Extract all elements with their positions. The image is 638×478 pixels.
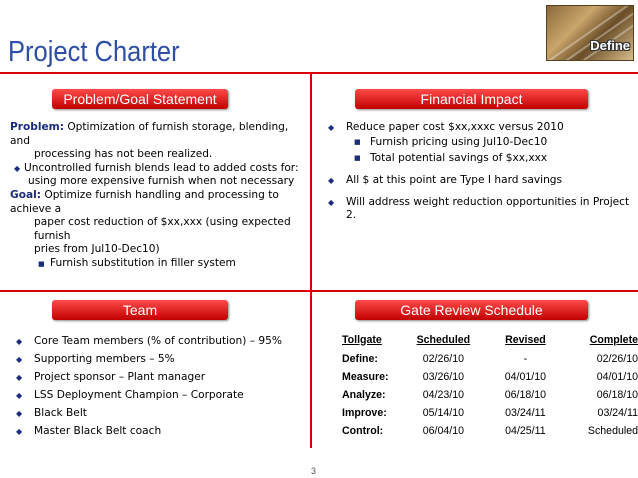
scheduled-cell: 03/26/10 bbox=[422, 371, 464, 383]
complete-cell: 04/01/10 bbox=[596, 371, 638, 383]
scheduled-cell: 04/23/10 bbox=[422, 389, 464, 401]
goal-line bbox=[10, 189, 302, 216]
item-text: Will address weight reduction opportunities in Project 2. bbox=[346, 196, 630, 221]
middle-divider bbox=[0, 290, 638, 292]
problem-bullet-line-2: using more expensive furnish when not necessary bbox=[28, 175, 295, 188]
square-bullet-icon: ■ bbox=[38, 259, 45, 268]
diamond-bullet-icon: ◆ bbox=[328, 198, 335, 207]
revised-cell: 03/24/11 bbox=[505, 407, 546, 419]
list-item bbox=[10, 425, 305, 438]
diamond-bullet-icon: ◆ bbox=[16, 427, 23, 436]
table-row bbox=[330, 350, 638, 368]
problem-line bbox=[10, 121, 302, 148]
sub-list-item bbox=[322, 136, 632, 149]
item-text: Core Team members (% of contribution) – 95% bbox=[34, 335, 282, 347]
badge-label: Define bbox=[590, 38, 630, 53]
problem-line-2: processing has not been realized. bbox=[34, 148, 213, 161]
complete-cell: Scheduled bbox=[587, 425, 638, 437]
sub-bullet-text: Furnish substitution in filler system bbox=[50, 256, 236, 269]
sub-item-text: Total potential savings of $xx,xxx bbox=[370, 152, 548, 164]
scheduled-cell: 02/26/10 bbox=[422, 353, 464, 365]
revised-cell: - bbox=[523, 353, 528, 365]
item-text: Master Black Belt coach bbox=[34, 425, 162, 437]
item-text: LSS Deployment Champion – Corporate bbox=[34, 389, 244, 401]
diamond-bullet-icon: ◆ bbox=[16, 337, 23, 346]
scheduled-cell: 05/14/10 bbox=[422, 407, 464, 419]
problem-goal-body bbox=[10, 121, 302, 272]
list-item bbox=[322, 196, 632, 222]
revised-cell: 04/01/10 bbox=[504, 371, 546, 383]
table-header-row bbox=[330, 329, 638, 350]
table-row bbox=[330, 386, 638, 404]
goal-label: Goal: bbox=[10, 188, 41, 201]
problem-label: Problem: bbox=[10, 121, 64, 133]
item-text: Project sponsor – Plant manager bbox=[34, 371, 206, 383]
square-bullet-icon: ■ bbox=[354, 138, 361, 146]
list-item bbox=[10, 407, 305, 420]
item-text: Reduce paper cost $xx,xxxc versus 2010 bbox=[346, 121, 564, 133]
column-header-tollgate: Tollgate bbox=[342, 333, 382, 346]
revised-cell: 06/18/10 bbox=[504, 389, 546, 401]
problem-bullet bbox=[10, 162, 302, 176]
complete-cell: 02/26/10 bbox=[596, 353, 638, 365]
item-text: Black Belt bbox=[34, 407, 87, 419]
tollgate-cell: Define: bbox=[342, 353, 378, 365]
gate-review-table bbox=[330, 329, 638, 440]
complete-cell: 06/18/10 bbox=[596, 389, 638, 401]
top-divider bbox=[0, 72, 638, 74]
column-header-revised: Revised bbox=[505, 333, 546, 346]
table-row bbox=[330, 422, 638, 440]
table-row bbox=[330, 404, 638, 422]
bullet-text: Uncontrolled furnish blends lead to added costs for: bbox=[24, 161, 299, 174]
list-item bbox=[10, 335, 305, 348]
revised-cell: 04/25/11 bbox=[505, 425, 546, 437]
page-title: Project Charter bbox=[8, 36, 180, 68]
diamond-bullet-icon: ◆ bbox=[16, 355, 23, 364]
list-item bbox=[10, 353, 305, 366]
define-badge bbox=[546, 5, 634, 61]
goal-line-3: pries from Jul10-Dec10) bbox=[34, 243, 160, 256]
scheduled-cell: 06/04/10 bbox=[422, 425, 464, 437]
diamond-bullet-icon: ◆ bbox=[14, 163, 21, 173]
list-item bbox=[10, 389, 305, 402]
page-number: 3 bbox=[311, 466, 317, 476]
sub-item-text: Furnish pricing using Jul10-Dec10 bbox=[370, 136, 548, 148]
diamond-bullet-icon: ◆ bbox=[16, 409, 23, 418]
diamond-bullet-icon: ◆ bbox=[328, 176, 335, 185]
center-divider bbox=[310, 72, 312, 448]
diamond-bullet-icon: ◆ bbox=[328, 123, 335, 132]
team-header: Team bbox=[52, 300, 228, 320]
table-row bbox=[330, 368, 638, 386]
sub-list-item bbox=[322, 152, 632, 165]
column-header-scheduled: Scheduled bbox=[416, 333, 471, 346]
item-text: All $ at this point are Type I hard savings bbox=[346, 174, 563, 186]
team-list bbox=[10, 335, 305, 438]
list-item bbox=[10, 371, 305, 384]
complete-cell: 03/24/11 bbox=[597, 407, 638, 419]
diamond-bullet-icon: ◆ bbox=[16, 373, 23, 382]
column-header-complete: Complete bbox=[589, 333, 638, 346]
list-item bbox=[322, 174, 632, 187]
tollgate-cell: Control: bbox=[342, 425, 384, 437]
problem-goal-header: Problem/Goal Statement bbox=[52, 89, 228, 109]
financial-impact-list bbox=[322, 121, 632, 222]
financial-impact-header: Financial Impact bbox=[355, 89, 588, 109]
gate-review-header: Gate Review Schedule bbox=[355, 300, 588, 320]
goal-text: Optimize furnish handling and processing to achieve a bbox=[10, 188, 279, 215]
diamond-bullet-icon: ◆ bbox=[16, 391, 23, 400]
problem-text: Optimization of furnish storage, blending, and bbox=[10, 121, 289, 147]
tollgate-cell: Improve: bbox=[342, 407, 387, 419]
goal-line-2: paper cost reduction of $xx,xxx (using expected furnish bbox=[34, 216, 291, 242]
tollgate-cell: Analyze: bbox=[342, 389, 386, 401]
item-text: Supporting members – 5% bbox=[34, 353, 175, 365]
list-item bbox=[322, 121, 632, 134]
goal-sub-bullet bbox=[10, 257, 302, 272]
square-bullet-icon: ■ bbox=[354, 154, 361, 162]
tollgate-cell: Measure: bbox=[342, 371, 389, 383]
